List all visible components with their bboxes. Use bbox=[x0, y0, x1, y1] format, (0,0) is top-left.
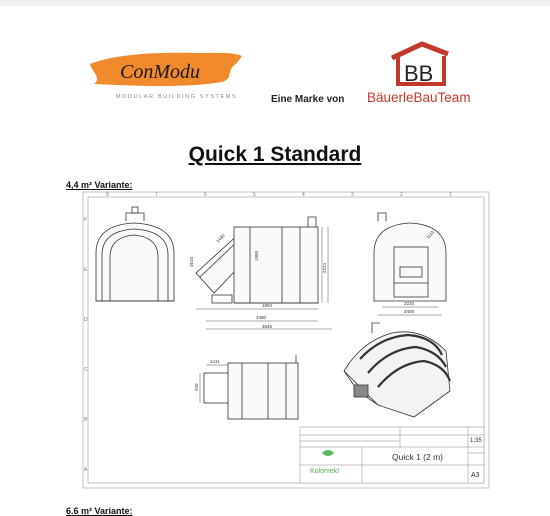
grid-col-label: 6 bbox=[204, 192, 207, 198]
back-view bbox=[374, 213, 446, 301]
sheet-size: A3 bbox=[471, 472, 480, 479]
grid-row-label: B bbox=[84, 417, 88, 423]
grid-col-label: 4 bbox=[302, 192, 305, 198]
dim-2314: 2314 bbox=[322, 262, 327, 273]
grid-col-label: 8 bbox=[106, 192, 109, 198]
grid-row-label: E bbox=[84, 267, 88, 273]
dim-920: 920 bbox=[194, 383, 199, 391]
grid-col-label: 2 bbox=[400, 192, 403, 198]
section-label-4-4: 4,4 m² Variante: bbox=[66, 180, 133, 190]
brand-connector-text: Eine Marke von bbox=[271, 94, 345, 105]
dim-1411: 1411 bbox=[210, 359, 220, 364]
isometric-view bbox=[344, 323, 450, 417]
grid-row-label: A bbox=[84, 467, 88, 473]
baeuerle-wordmark: BäuerleBauTeam bbox=[367, 90, 471, 105]
technical-drawing bbox=[82, 191, 490, 489]
top-view bbox=[204, 355, 298, 419]
roof-icon bbox=[392, 44, 448, 58]
dim-3546: 3546 bbox=[262, 324, 273, 329]
top-bar bbox=[0, 0, 550, 6]
kolomek-logo: Kolomek! bbox=[310, 468, 340, 475]
grid-col-label: 5 bbox=[253, 192, 256, 198]
dim-1994: 1994 bbox=[262, 303, 273, 308]
conmodu-wordmark: ConModu bbox=[120, 61, 200, 83]
section-label-6-6: 6.6 m² Variante: bbox=[66, 506, 133, 516]
drawing-name: Quick 1 (2 m) bbox=[392, 452, 444, 462]
grid-row-label: D bbox=[84, 317, 88, 323]
grid-row-label: C bbox=[84, 367, 88, 373]
dim-3490: 3490 bbox=[256, 315, 267, 320]
page-title: Quick 1 Standard bbox=[188, 143, 362, 166]
grid-col-label: 1 bbox=[449, 192, 452, 198]
front-view bbox=[96, 207, 174, 301]
dim-1430: 1430 bbox=[215, 233, 226, 244]
dim-1115: 1115 bbox=[425, 229, 436, 240]
dim-2220: 2220 bbox=[404, 301, 415, 306]
grid-col-label: 3 bbox=[351, 192, 354, 198]
drawing-scale: 1:35 bbox=[470, 438, 482, 444]
dim-1950: 1950 bbox=[254, 250, 259, 261]
dim-2400: 2400 bbox=[404, 309, 415, 314]
dim-2610: 2610 bbox=[189, 256, 194, 267]
conmodu-logo bbox=[86, 40, 246, 104]
grid-row-label: F bbox=[84, 217, 88, 223]
bb-monogram: BB bbox=[404, 61, 434, 86]
conmodu-tagline: MODULAR BUILDING SYSTEMS bbox=[116, 94, 238, 100]
grid-col-label: 7 bbox=[155, 192, 158, 198]
baeuerle-bauteam-logo bbox=[364, 40, 484, 106]
